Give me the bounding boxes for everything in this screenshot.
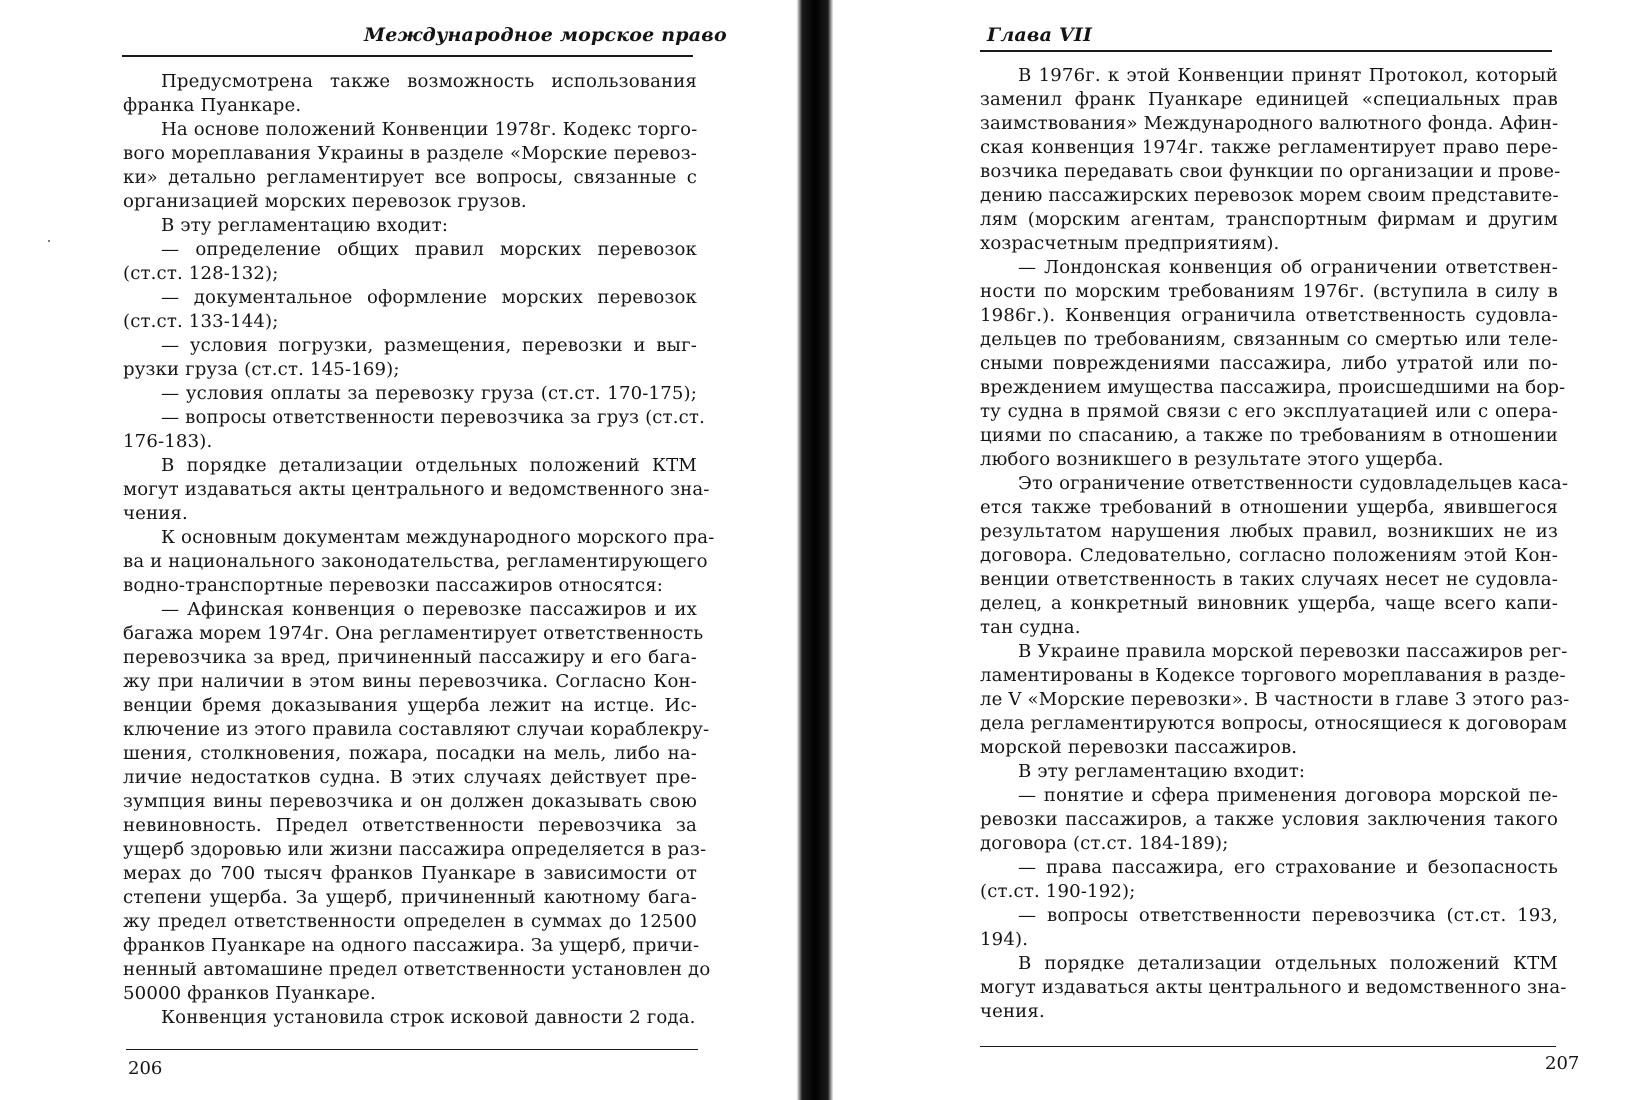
- text-line: — вопросы ответственности перевозчика (ст.ст. 193,: [1018, 905, 1558, 926]
- text-line: жу предел ответственности определен в суммах до 12500: [123, 911, 697, 932]
- body-text: [123, 70, 715, 1030]
- text-line: жу при наличии в этом вины перевозчика. Согласно Кон-: [123, 671, 697, 692]
- text-line: перевозчика за вред, причиненный пассажиру и его бага-: [123, 647, 697, 668]
- text-line: заимствования» Международного валютного фонда. Афин-: [980, 113, 1559, 134]
- text-line: — условия погрузки, размещения, перевозки и выг-: [161, 335, 697, 356]
- book-gutter-shadow: [792, 0, 838, 1100]
- text-line: (ст.ст. 128-132);: [123, 263, 279, 284]
- header-rule: [980, 50, 1552, 52]
- text-line: В 1976г. к этой Конвенции принят Протокол, который: [1018, 65, 1558, 86]
- text-line: заменил франк Пуанкаре единицей «специальных прав: [980, 89, 1558, 110]
- text-line: ревозки пассажиров, а также условия заключения такого: [980, 809, 1558, 830]
- text-line: — вопросы ответственности перевозчика за груз (ст.ст.: [161, 407, 705, 428]
- text-line: франка Пуанкаре.: [123, 95, 302, 116]
- text-line: договора (ст.ст. 184-189);: [980, 833, 1229, 854]
- text-line: вреждением имущества пассажира, происшедшими на бор-: [980, 377, 1566, 398]
- text-line: франков Пуанкаре на одного пассажира. За ущерб, причи-: [123, 935, 700, 956]
- text-line: 176-183).: [123, 431, 213, 452]
- text-line: ламентированы в Кодексе торгового мореплавания в разде-: [980, 665, 1566, 686]
- text-line: лям (морским агентам, транспортным фирмам и другим: [980, 209, 1558, 230]
- text-line: Конвенция установила строк исковой давности 2 года.: [161, 1007, 696, 1028]
- text-line: — документальное оформление морских перевозок: [161, 287, 697, 308]
- text-line: мерах до 700 тысяч франков Пуанкаре в зависимости от: [123, 863, 697, 884]
- text-line: рузки груза (ст.ст. 145-169);: [123, 359, 400, 380]
- text-line: Предусмотрена также возможность использования: [161, 71, 697, 92]
- text-line: В порядке детализации отдельных положений КТМ: [1018, 953, 1558, 974]
- text-line: ле V «Морские перевозки». В частности в главе 3 этого раз-: [980, 689, 1570, 710]
- text-line: ключение из этого правила составляют случаи кораблекру-: [123, 719, 710, 740]
- page-number: 207: [1545, 1053, 1580, 1074]
- text-line: могут издаваться акты центрального и ведомственного зна-: [980, 977, 1567, 998]
- text-line: ности по морским требованиям 1976г. (вступила в силу в: [980, 281, 1558, 302]
- text-line: 1986г.). Конвенция ограничила ответственность судовла-: [980, 305, 1558, 326]
- text-line: договора. Следовательно, согласно положениям этой Кон-: [980, 545, 1558, 566]
- running-head: Международное морское право: [364, 24, 727, 46]
- text-line: водно-транспортные перевозки пассажиров относятся:: [123, 575, 664, 596]
- text-line: — понятие и сфера применения договора морской пе-: [1018, 785, 1558, 806]
- text-line: В эту регламентацию входит:: [161, 215, 449, 236]
- text-line: чения.: [123, 503, 188, 524]
- left-page: [0, 0, 790, 1100]
- text-line: циями по спасанию, а также по требованиям в отношении: [980, 425, 1558, 446]
- text-line: любого возникшего в результате этого ущерба.: [980, 449, 1444, 470]
- text-line: Это ограничение ответственности судовладельцев каса-: [1018, 473, 1569, 494]
- text-line: могут издаваться акты центрального и ведомственного зна-: [123, 479, 710, 500]
- text-line: 194).: [980, 929, 1029, 950]
- text-line: возчика передавать свои функции по организации и прове-: [980, 161, 1561, 182]
- footer-rule: [126, 1049, 698, 1050]
- text-line: В порядке детализации отдельных положений КТМ: [161, 455, 697, 476]
- text-line: — определение общих правил морских перевозок: [161, 239, 697, 260]
- text-line: результатом нарушения любых правил, возникших не из: [980, 521, 1558, 542]
- text-line: организацией морских перевозок грузов.: [123, 191, 527, 212]
- text-line: вого мореплавания Украины в разделе «Морские перевоз-: [123, 143, 697, 164]
- text-line: шения, столкновения, пожара, посадки на мель, либо на-: [123, 743, 697, 764]
- text-line: степени ущерба. За ущерб, причиненный каютному бага-: [123, 887, 697, 908]
- text-line: К основным документам международного морского пра-: [161, 527, 715, 548]
- text-line: ущерб здоровью или жизни пассажира определяется в раз-: [123, 839, 707, 860]
- text-line: тан судна.: [980, 617, 1081, 638]
- body-text: [980, 64, 1570, 1024]
- running-head: Глава VII: [987, 24, 1093, 46]
- text-line: дела регламентируются вопросы, относящиеся к договорам: [980, 713, 1568, 734]
- text-line: чения.: [980, 1001, 1045, 1022]
- text-line: зумпция вины перевозчика и он должен доказывать свою: [123, 791, 697, 812]
- text-line: венции ответственность в таких случаях несет не судовла-: [980, 569, 1558, 590]
- text-line: дению пассажирских перевозок морем своим представите-: [980, 185, 1559, 206]
- text-line: дельцев по требованиям, связанным со смертью или теле-: [980, 329, 1558, 350]
- text-line: личие недостатков судна. В этих случаях действует пре-: [123, 767, 697, 788]
- text-line: хозрасчетным предприятиям).: [980, 233, 1280, 254]
- text-line: ская конвенция 1974г. также регламентирует право пере-: [980, 137, 1558, 158]
- text-line: — Афинская конвенция о перевозке пассажиров и их: [161, 599, 697, 620]
- text-line: сными повреждениями пассажира, либо утратой или по-: [980, 353, 1558, 374]
- text-line: — права пассажира, его страхование и безопасность: [1018, 857, 1558, 878]
- text-line: В Украине правила морской перевозки пассажиров рег-: [1018, 641, 1568, 662]
- text-line: багажа морем 1974г. Она регламентирует ответственность: [123, 623, 704, 644]
- text-line: На основе положений Конвенции 1978г. Кодекс торго-: [161, 119, 698, 140]
- text-line: 50000 франков Пуанкаре.: [123, 983, 376, 1004]
- text-line: ки» детально регламентирует все вопросы, связанные с: [123, 167, 697, 188]
- text-line: морской перевозки пассажиров.: [980, 737, 1298, 758]
- text-line: венции бремя доказывания ущерба лежит на истце. Ис-: [123, 695, 697, 716]
- right-page: [840, 0, 1646, 1100]
- header-rule: [122, 55, 693, 57]
- text-line: делец, а конкретный виновник ущерба, чаще всего капи-: [980, 593, 1558, 614]
- text-line: — условия оплаты за перевозку груза (ст.ст. 170-175);: [161, 383, 697, 404]
- text-line: ва и национального законодательства, регламентирующего: [123, 551, 708, 572]
- text-line: ненный автомашине предел ответственности установлен до: [123, 959, 711, 980]
- text-line: В эту регламентацию входит:: [1018, 761, 1306, 782]
- text-line: — Лондонская конвенция об ограничении ответствен-: [1018, 257, 1558, 278]
- text-line: ется также требований в отношении ущерба, явившегося: [980, 497, 1558, 518]
- text-line: (ст.ст. 133-144);: [123, 311, 279, 332]
- page-number: 206: [128, 1058, 163, 1079]
- footer-rule: [980, 1046, 1556, 1047]
- text-line: невиновность. Предел ответственности перевозчика за: [123, 815, 697, 836]
- text-line: (ст.ст. 190-192);: [980, 881, 1136, 902]
- scan-speck: [48, 240, 50, 242]
- text-line: ту судна в прямой связи с его эксплуатацией или с опера-: [980, 401, 1558, 422]
